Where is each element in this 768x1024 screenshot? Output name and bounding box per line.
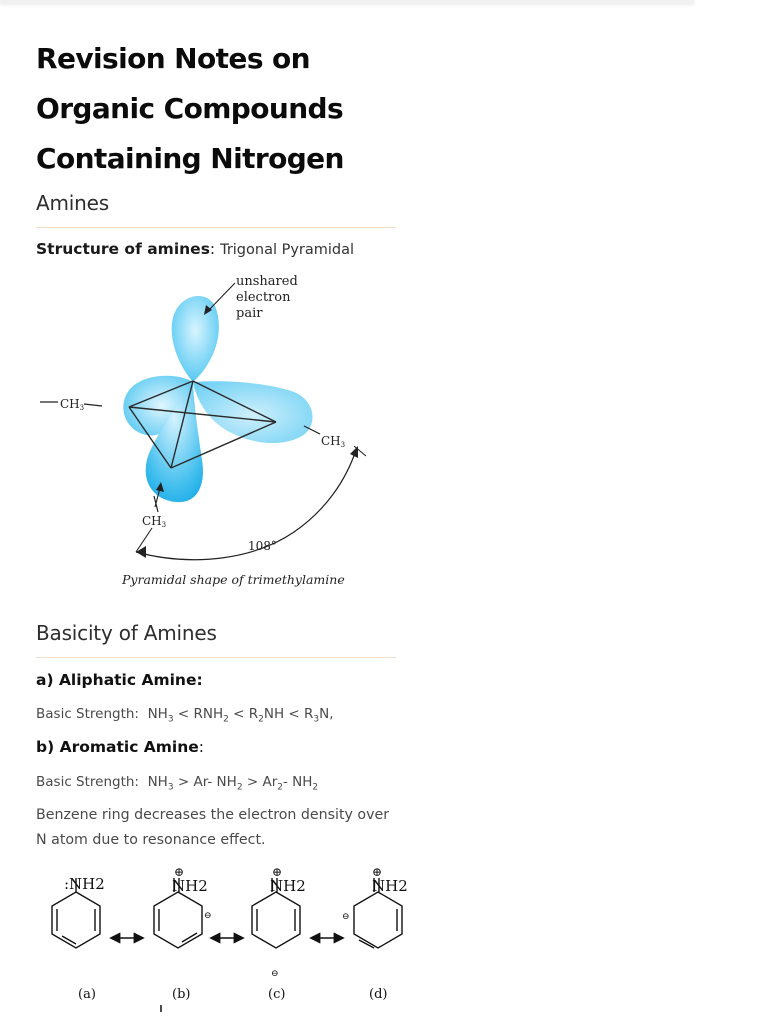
- label-a: (a): [78, 987, 96, 1002]
- page-title: Revision Notes on Organic Compounds Containing Nitrogen: [36, 42, 344, 175]
- label-nh2-a: :NH2: [64, 875, 105, 893]
- label-ch3-bottom: CH3: [142, 514, 167, 529]
- heading-basicity: Basicity of Amines: [36, 621, 217, 645]
- aniline-resonance-figure: [36, 862, 416, 1012]
- label-b: (b): [172, 987, 191, 1002]
- label-electron: electron: [236, 290, 291, 305]
- label-nh2-b: NH2: [172, 877, 208, 895]
- structure-label: Structure of amines: [36, 240, 210, 258]
- divider: [36, 657, 396, 658]
- heading-aliphatic: a) Aliphatic Amine:: [36, 671, 203, 689]
- structure-sep: :: [209, 240, 216, 258]
- top-bar: [0, 0, 694, 4]
- structure-value: Trigonal Pyramidal: [220, 242, 355, 258]
- label-nh2-c: NH2: [270, 877, 306, 895]
- label-nh2-d: NH2: [372, 877, 408, 895]
- aliphatic-basic-strength: Basic Strength: $NH_3 < RNH_2 < R_2NH < R_3N$,: [36, 706, 334, 725]
- heading-aromatic: b) Aromatic Amine:: [36, 738, 205, 756]
- minus-charge-b: ⊖: [204, 911, 212, 921]
- label-c: (c): [268, 987, 286, 1002]
- plus-charge-c: ⊕: [272, 865, 283, 879]
- minus-charge-d: ⊖: [342, 912, 350, 922]
- plus-charge-d: ⊕: [372, 865, 383, 879]
- minus-charge-c: ⊖: [271, 969, 279, 979]
- figure-caption: Pyramidal shape of trimethylamine: [122, 572, 345, 587]
- resonance-paragraph: Benzene ring decreases the electron density over N atom due to resonance effect.: [36, 807, 390, 848]
- structure-line: [36, 240, 354, 258]
- plus-charge-b: ⊕: [174, 865, 185, 879]
- label-ch3-left: CH3: [60, 397, 85, 412]
- divider: [36, 227, 396, 228]
- label-angle: 108°: [248, 539, 277, 553]
- label-d: (d): [369, 987, 388, 1002]
- label-unshared: unshared: [236, 274, 298, 289]
- trimethylamine-figure: [36, 270, 406, 595]
- label-ch3-right: CH3: [321, 434, 346, 449]
- aromatic-basic-strength: Basic Strength: $NH_3 > Ar-$ $NH_2 > Ar_2-$ $NH_2$: [36, 774, 319, 793]
- orbital-lone-pair: [172, 296, 219, 382]
- heading-amines: Amines: [36, 191, 109, 215]
- label-pair: pair: [236, 306, 263, 321]
